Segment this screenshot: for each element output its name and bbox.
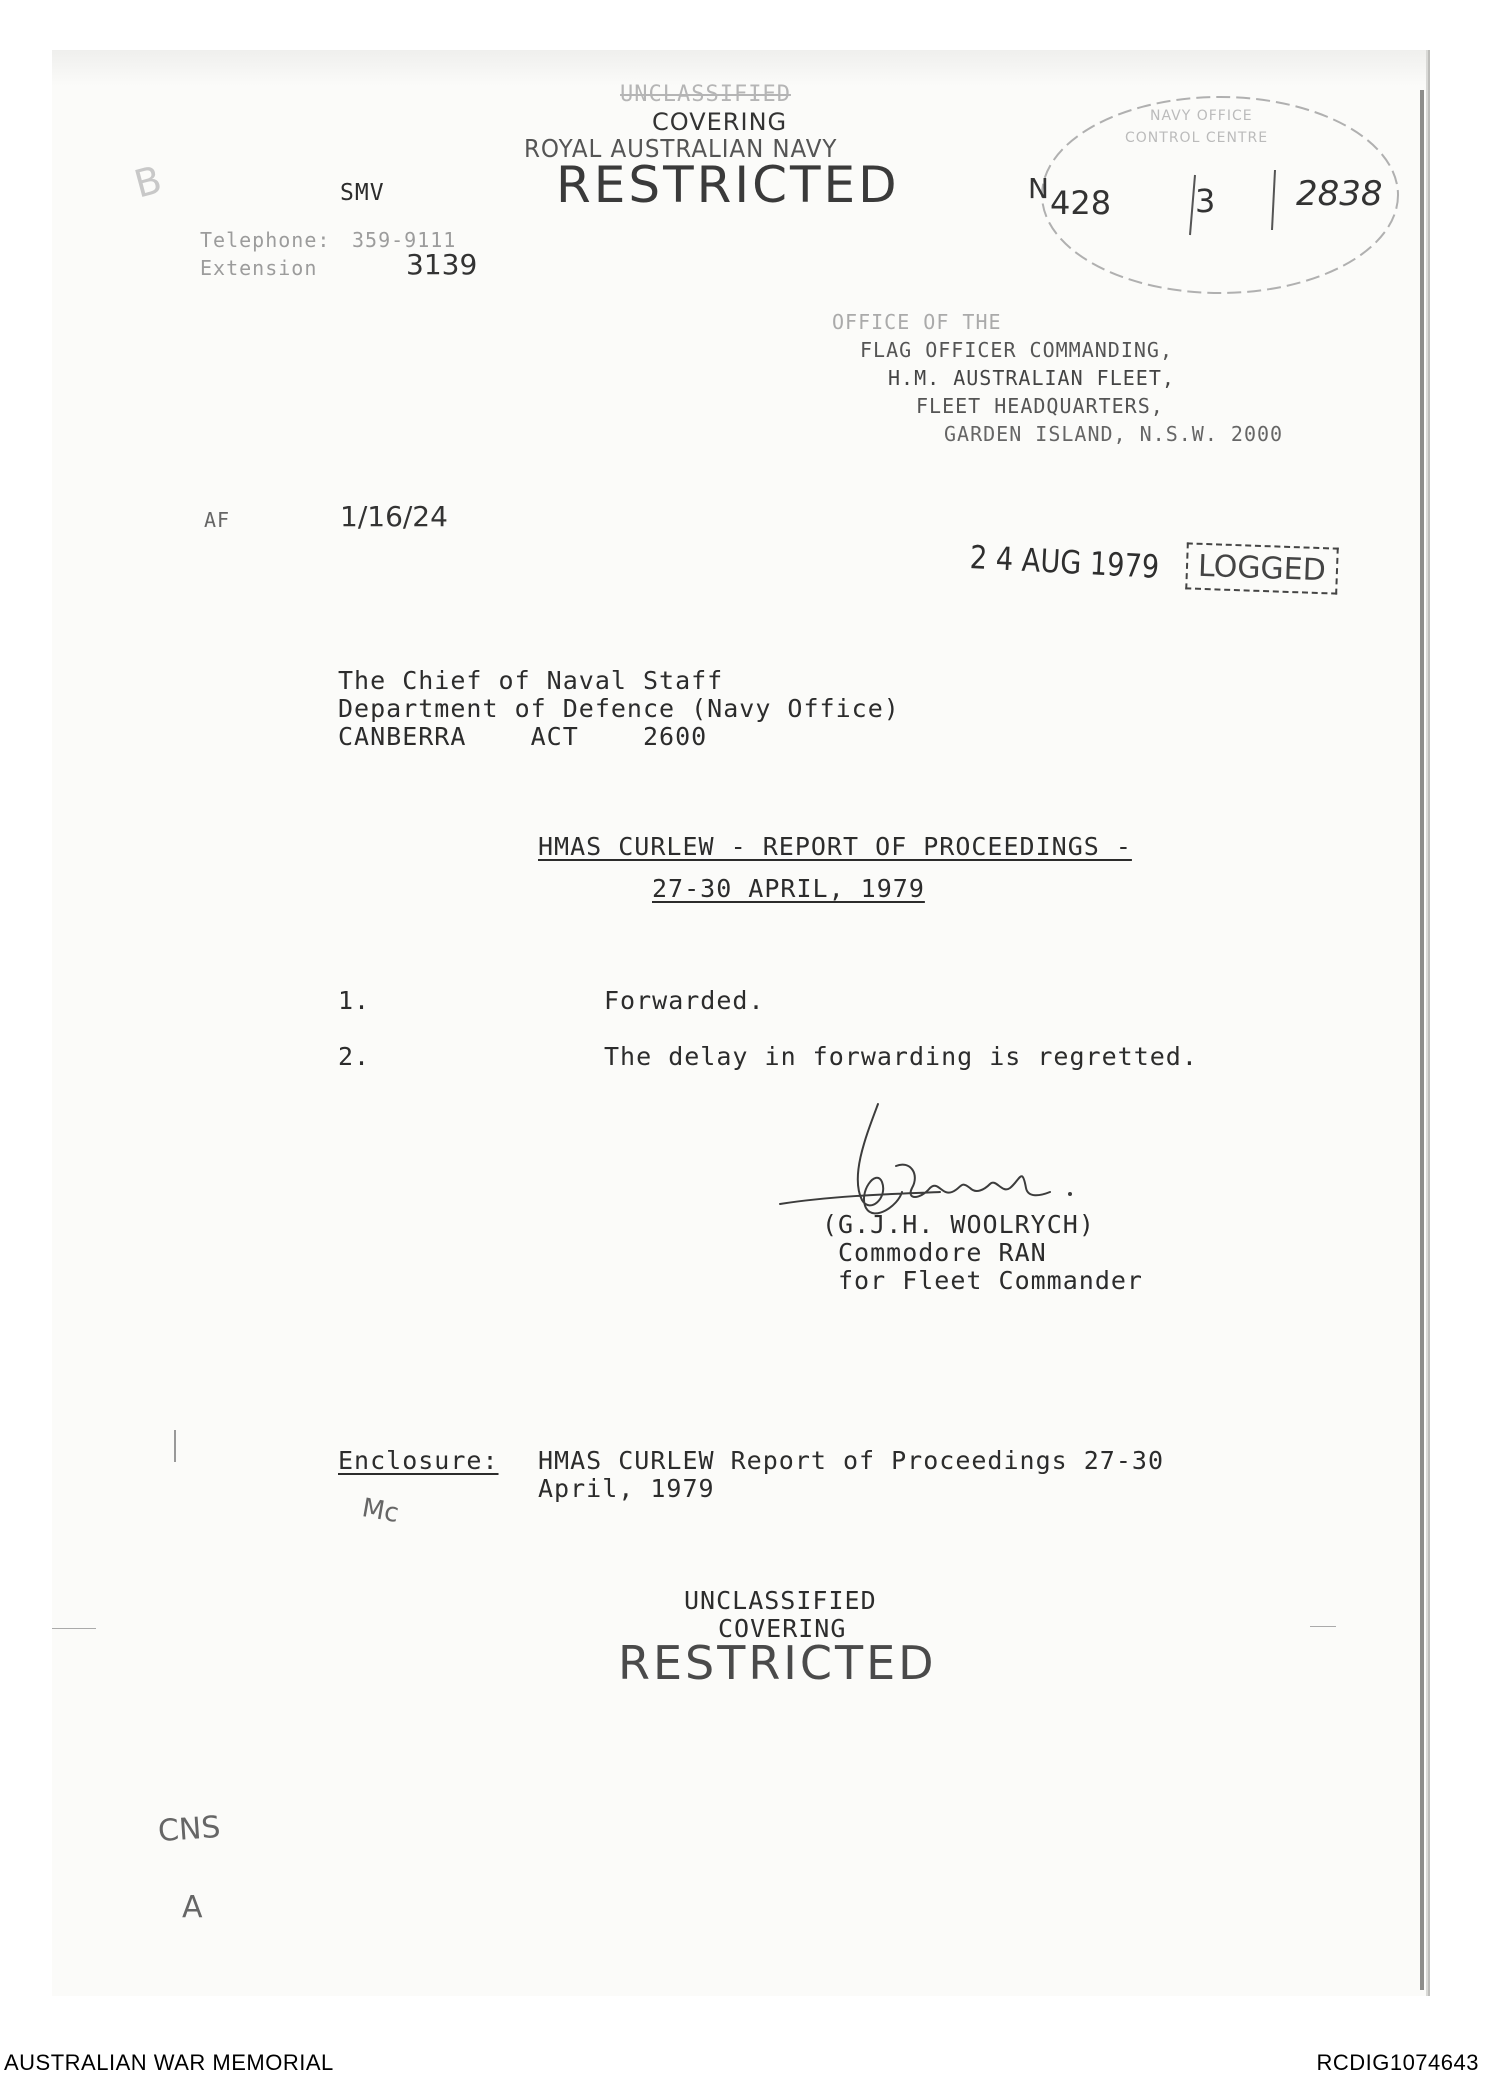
office-address-line-4: FLEET HEADQUARTERS, — [916, 394, 1164, 418]
margin-note-top-left: B — [129, 157, 167, 207]
recipient-line-1: The Chief of Naval Staff — [338, 666, 724, 695]
telephone-label: Telephone: — [200, 228, 331, 252]
subject-line-2: 27-30 APRIL, 1979 — [652, 874, 925, 903]
registry-stamp-line2: CONTROL CENTRE — [1125, 130, 1269, 146]
date-received-stamp: 2 4 AUG 1979 — [969, 538, 1161, 586]
classification-top-covering: COVERING — [652, 108, 788, 136]
logged-stamp: LOGGED — [1185, 542, 1338, 594]
registry-number-3: 2838 — [1296, 174, 1383, 214]
classification-bottom-stamp: RESTRICTED — [618, 1636, 937, 1690]
margin-note-a: A — [182, 1890, 203, 1925]
recipient-line-3: CANBERRA ACT 2600 — [338, 722, 708, 751]
office-address-line-5: GARDEN ISLAND, N.S.W. 2000 — [944, 422, 1284, 446]
telephone-number: 359-9111 — [352, 228, 457, 252]
classification-top-struck: UNCLASSIFIED — [620, 82, 791, 107]
extension-number: 3139 — [406, 248, 478, 281]
enclosure-line-2: April, 1979 — [538, 1474, 715, 1503]
margin-tick-mark — [174, 1430, 176, 1462]
registry-number-1: 428 — [1050, 184, 1112, 222]
office-address-line-1: OFFICE OF THE — [832, 310, 1002, 334]
extension-label: Extension — [200, 256, 318, 280]
fold-mark-right — [1310, 1626, 1336, 1627]
enclosure-initials: Mc — [359, 1493, 402, 1529]
paragraph-1-text: Forwarded. — [604, 986, 765, 1015]
registry-prefix: N — [1028, 172, 1049, 205]
signatory-capacity: for Fleet Commander — [838, 1266, 1143, 1295]
reference-label: AF — [204, 508, 231, 532]
stamp-issuer: ROYAL AUSTRALIAN NAVY — [524, 134, 838, 163]
page-edge — [1420, 90, 1424, 1990]
classification-bottom-line-2: COVERING — [718, 1614, 847, 1643]
archive-id: RCDIG1074643 — [1316, 2050, 1479, 2075]
archive-credit: AUSTRALIAN WAR MEMORIAL — [4, 2050, 334, 2075]
paragraph-1-number: 1. — [338, 986, 371, 1015]
office-address-line-3: H.M. AUSTRALIAN FLEET, — [888, 366, 1175, 390]
reference-number: 1/16/24 — [340, 500, 448, 533]
office-address-line-2: FLAG OFFICER COMMANDING, — [860, 338, 1173, 362]
recipient-line-2: Department of Defence (Navy Office) — [338, 694, 900, 723]
signatory-name: (G.J.H. WOOLRYCH) — [822, 1210, 1095, 1239]
author-initials: SMV — [340, 180, 385, 206]
signatory-rank: Commodore RAN — [838, 1238, 1047, 1267]
enclosure-label: Enclosure: — [338, 1446, 499, 1475]
enclosure-line-1: HMAS CURLEW Report of Proceedings 27-30 — [538, 1446, 1164, 1475]
page-top-shadow — [52, 50, 1426, 86]
paragraph-2-number: 2. — [338, 1042, 371, 1071]
classification-bottom-line-1: UNCLASSIFIED — [684, 1586, 877, 1615]
margin-note-cns: CNS — [156, 1809, 222, 1850]
paragraph-2-text: The delay in forwarding is regretted. — [604, 1042, 1198, 1071]
classification-top-stamp: RESTRICTED — [556, 156, 900, 214]
document-page — [52, 50, 1426, 1996]
signature-script-text — [1080, 1172, 1087, 1173]
registry-number-2: 3 — [1195, 182, 1216, 220]
fold-mark-left — [52, 1628, 96, 1629]
subject-line-1: HMAS CURLEW - REPORT OF PROCEEDINGS - — [538, 832, 1132, 861]
registry-stamp-line1: NAVY OFFICE — [1150, 108, 1253, 124]
